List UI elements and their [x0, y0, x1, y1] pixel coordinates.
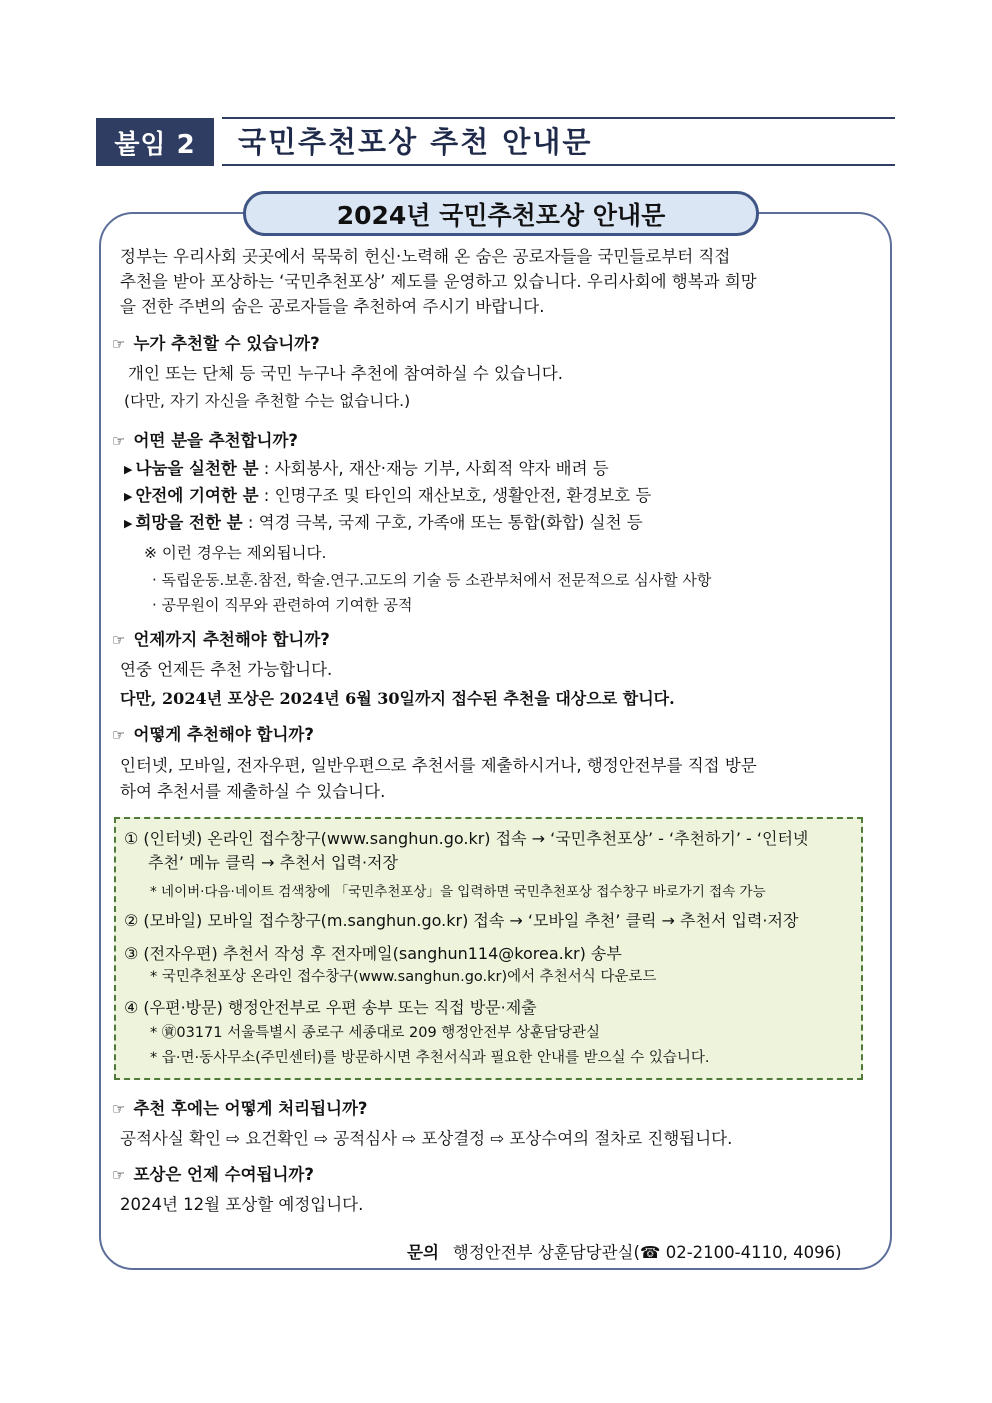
- question-who: [112, 332, 320, 356]
- question-how-text: 어떻게 추천해야 합니까?: [133, 725, 314, 744]
- header-rule-bottom: [222, 164, 895, 166]
- pointing-hand-icon: ☞: [112, 631, 126, 649]
- question-after: [112, 1097, 367, 1121]
- header-rule-top: [222, 117, 895, 119]
- method-email: ③ (전자우편) 추천서 작성 후 전자메일(sanghun114@korea.kr) 송부: [124, 944, 622, 963]
- whom-item-safety: ▶ 안전에 기여한 분 : 인명구조 및 타인의 재산보호, 생활안전, 환경보호 등: [124, 486, 652, 505]
- when-answer: 연중 언제든 추천 가능합니다.: [120, 660, 333, 679]
- after-answer: 공적사실 확인 ⇨ 요건확인 ⇨ 공적심사 ⇨ 포상결정 ⇨ 포상수여의 절차로 진행됩니다.: [120, 1129, 733, 1148]
- method-visit-note: * 읍·면·동사무소(주민센터)를 방문하시면 추천서식과 필요한 안내를 받으실 수 있습니다.: [150, 1050, 710, 1066]
- method-mail-address: * ㊮03171 서울특별시 종로구 세종대로 209 행정안전부 상훈담당관실: [150, 1025, 600, 1041]
- exclusion-item-2: · 공무원이 직무와 관련하여 기여한 공적: [152, 596, 413, 614]
- question-award: [112, 1163, 314, 1187]
- pointing-hand-icon: ☞: [112, 726, 126, 744]
- pointing-hand-icon: ☞: [112, 1166, 126, 1184]
- method-mobile: ② (모바일) 모바일 접수창구(m.sanghun.go.kr) 접속 → ‘모바일 추천’ 클릭 → 추천서 입력·저장: [124, 911, 799, 930]
- pointing-hand-icon: ☞: [112, 1100, 126, 1118]
- method-internet-cont: 추천’ 메뉴 클릭 → 추천서 입력·저장: [148, 853, 398, 872]
- when-deadline: 다만, 2024년 포상은 2024년 6월 30일까지 접수된 추천을 대상으로 합니다.: [120, 689, 675, 708]
- intro-line-3: 을 전한 주변의 숨은 공로자들을 추천하여 주시기 바랍니다.: [120, 297, 545, 316]
- whom-item-hope: ▶ 희망을 전한 분 : 역경 극복, 국제 구호, 가족애 또는 통합(화합) 실천 등: [124, 513, 643, 532]
- method-internet-note: * 네이버·다음·네이트 검색창에 「국민추천포상」을 입력하면 국민추천포상 접수창구 바로가기 접속 가능: [150, 884, 766, 900]
- intro-line-1: 정부는 우리사회 곳곳에서 묵묵히 헌신·노력해 온 숨은 공로자들을 국민들로부터 직접: [120, 247, 731, 266]
- pointing-hand-icon: ☞: [112, 432, 126, 450]
- who-answer: 개인 또는 단체 등 국민 누구나 추천에 참여하실 수 있습니다.: [128, 364, 563, 383]
- triangle-bullet-icon: ▶: [124, 490, 133, 503]
- method-mail-visit: ④ (우편·방문) 행정안전부로 우편 송부 또는 직접 방문·제출: [124, 998, 537, 1017]
- question-who-text: 누가 추천할 수 있습니까?: [133, 334, 320, 353]
- question-how: [112, 723, 314, 747]
- method-internet: ① (인터넷) 온라인 접수창구(www.sanghun.go.kr) 접속 → ‘국민추천포상’ - ‘추천하기’ - ‘인터넷: [124, 829, 809, 848]
- pointing-hand-icon: ☞: [112, 335, 126, 353]
- award-answer: 2024년 12월 포상할 예정입니다.: [120, 1195, 364, 1214]
- how-answer-1: 인터넷, 모바일, 전자우편, 일반우편으로 추천서를 제출하시거나, 행정안전부를 직접 방문: [120, 756, 757, 775]
- whom-item-sharing: ▶ 나눔을 실천한 분 : 사회봉사, 재산·재능 기부, 사회적 약자 배려 등: [124, 459, 609, 478]
- question-when: [112, 628, 330, 652]
- contact-label: 문의: [407, 1243, 439, 1262]
- how-answer-2: 하여 추천서를 제출하실 수 있습니다.: [120, 782, 386, 801]
- question-when-text: 언제까지 추천해야 합니까?: [133, 630, 330, 649]
- exclusion-item-1: · 독립운동.보훈.참전, 학술.연구.고도의 기술 등 소관부처에서 전문적으로 심사할 사항: [152, 571, 712, 589]
- question-award-text: 포상은 언제 수여됩니까?: [133, 1165, 314, 1184]
- attachment-badge: 붙임 2: [96, 118, 214, 166]
- page-title: 국민추천포상 추천 안내문: [238, 125, 593, 159]
- triangle-bullet-icon: ▶: [124, 463, 133, 476]
- question-whom-text: 어떤 분을 추천합니까?: [133, 431, 298, 450]
- intro-line-2: 추천을 받아 포상하는 ‘국민추천포상’ 제도를 운영하고 있습니다. 우리사회에 행복과 희망: [120, 272, 757, 291]
- question-whom: [112, 429, 298, 453]
- exclusion-note: ※ 이런 경우는 제외됩니다.: [144, 544, 327, 562]
- method-email-note: * 국민추천포상 온라인 접수창구(www.sanghun.go.kr)에서 추천서식 다운로드: [150, 969, 657, 985]
- who-exception: (다만, 자기 자신을 추천할 수는 없습니다.): [124, 392, 411, 410]
- question-after-text: 추천 후에는 어떻게 처리됩니까?: [133, 1099, 368, 1118]
- contact-line: [407, 1240, 842, 1266]
- contact-text: 행정안전부 상훈담당관실(☎ 02-2100-4110, 4096): [452, 1243, 842, 1262]
- notice-title: 2024년 국민추천포상 안내문: [243, 191, 759, 236]
- triangle-bullet-icon: ▶: [124, 517, 133, 530]
